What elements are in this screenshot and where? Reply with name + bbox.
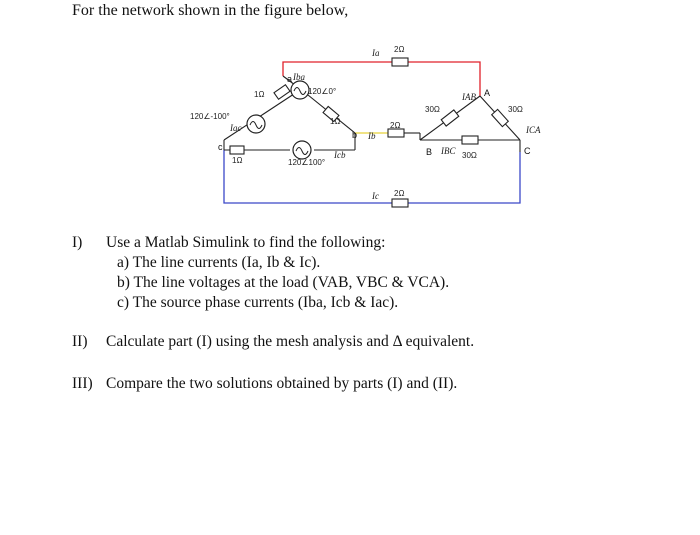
source-left-label: 120∠-100° [190, 112, 230, 121]
source-top-label: 120∠0° [308, 87, 337, 96]
source-top-symbol [291, 81, 309, 99]
resistor-load-bc [462, 136, 478, 144]
resistor-line-top-label: 2Ω [394, 45, 405, 54]
circuit-diagram [0, 0, 700, 235]
part-1c-text: c) The source phase currents (Iba, Icb & Iac). [117, 294, 399, 311]
resistor-load-bc-label: 30Ω [462, 151, 477, 160]
current-iac-label: Iac [230, 123, 242, 133]
part-3-number: III) [72, 375, 93, 392]
node-c-label: c [218, 142, 223, 152]
resistor-line-top [392, 58, 408, 66]
resistor-src-a [274, 85, 290, 100]
current-iba-label: Iba [293, 72, 305, 82]
resistor-line-mid [388, 129, 404, 137]
part-1-number: I) [72, 234, 83, 251]
intro-text: For the network shown in the figure below, [72, 2, 349, 19]
part-2-number: II) [72, 333, 88, 350]
resistor-line-mid-label: 2Ω [390, 121, 401, 130]
resistor-src-c-label: 1Ω [232, 156, 243, 165]
current-ic-label: Ic [372, 191, 379, 201]
resistor-src-b-label: 1Ω [330, 117, 341, 126]
resistor-load-ca-label: 30Ω [508, 105, 523, 114]
current-iab-label: IAB [462, 92, 476, 102]
resistor-line-bot [392, 199, 408, 207]
resistor-line-bot-label: 2Ω [394, 189, 405, 198]
node-C-label: C [524, 146, 531, 156]
node-B-label: B [426, 147, 433, 157]
current-ib-label: Ib [368, 131, 376, 141]
resistor-load-ab [441, 110, 459, 126]
node-b-label: b [352, 130, 358, 140]
part-1b-text: b) The line voltages at the load (VAB, VBC & VCA). [117, 274, 450, 291]
source-left-symbol [247, 115, 265, 133]
resistor-load-ca [492, 109, 509, 126]
source-bottom-label: 120∠100° [288, 158, 326, 167]
source-bottom-symbol [293, 141, 311, 159]
node-a-label: a [287, 74, 293, 84]
part-3-text: Compare the two solutions obtained by parts (I) and (II). [106, 375, 458, 392]
part-1a-text: a) The line currents (Ia, Ib & Ic). [117, 254, 321, 271]
resistor-src-c [230, 146, 244, 154]
resistor-src-a-label: 1Ω [254, 90, 265, 99]
part-2-text: Calculate part (I) using the mesh analysis and Δ equivalent. [106, 333, 475, 350]
current-ia-label: Ia [372, 48, 380, 58]
part-1-text: Use a Matlab Simulink to find the following: [106, 234, 386, 251]
current-ibc-label: IBC [441, 146, 456, 156]
resistor-load-ab-label: 30Ω [425, 105, 440, 114]
current-icb-label: Icb [334, 150, 346, 160]
current-ica-label: ICA [526, 125, 541, 135]
node-A-label: A [484, 88, 491, 98]
